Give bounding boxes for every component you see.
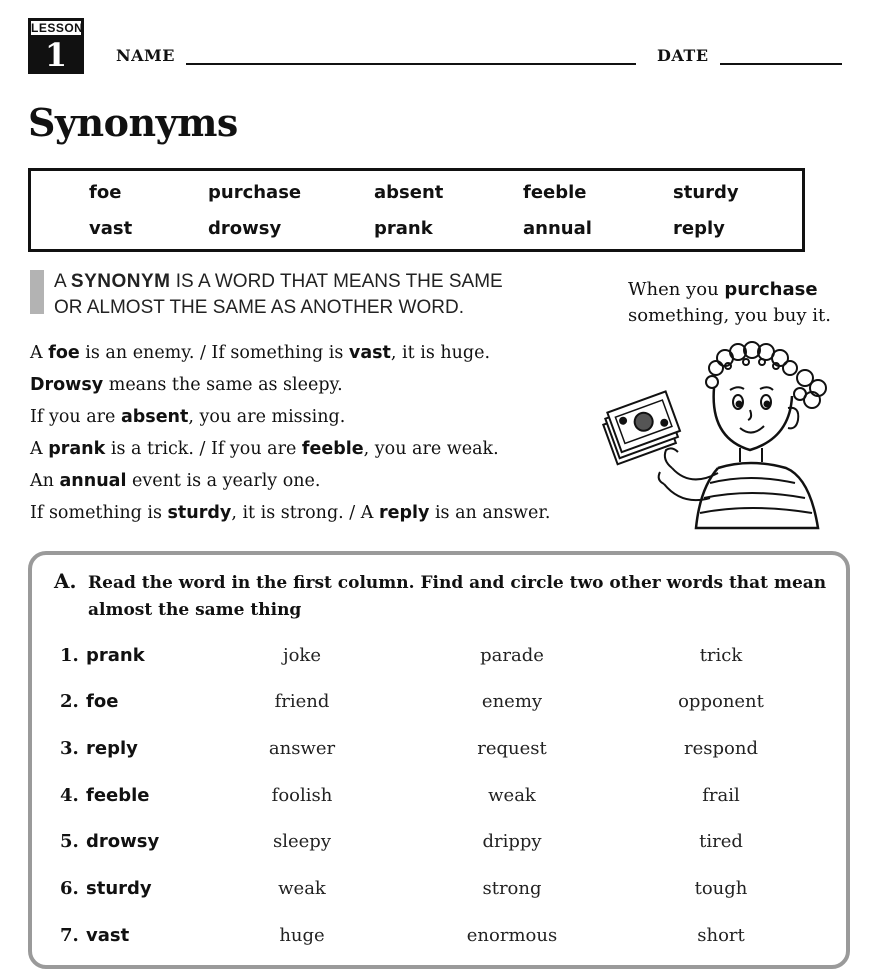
- answer-option[interactable]: friend: [274, 691, 330, 712]
- caption-before: When you: [628, 279, 719, 300]
- lesson-label: LESSON: [31, 21, 84, 35]
- exercise-row: [32, 925, 846, 955]
- definition-line2: OR ALMOST THE SAME AS ANOTHER WORD.: [54, 297, 464, 318]
- answer-option[interactable]: foolish: [271, 785, 333, 806]
- item-number: 1.: [60, 645, 79, 666]
- definition-accent-bar: [30, 270, 44, 314]
- date-blank-line[interactable]: [720, 63, 842, 65]
- answer-option[interactable]: huge: [279, 925, 325, 946]
- answer-option[interactable]: opponent: [678, 691, 764, 712]
- item-word: feeble: [86, 785, 150, 806]
- money-stack-icon: [600, 391, 683, 464]
- name-blank-line[interactable]: [186, 63, 636, 65]
- item-word: vast: [86, 925, 130, 946]
- word-bank-item: prank: [374, 218, 433, 239]
- answer-option[interactable]: drippy: [482, 831, 542, 852]
- answer-option[interactable]: parade: [480, 645, 544, 666]
- exercise-row: [32, 738, 846, 768]
- answer-option[interactable]: tough: [694, 878, 748, 899]
- exercise-row: [32, 831, 846, 861]
- answer-option[interactable]: short: [697, 925, 745, 946]
- answer-option[interactable]: enormous: [466, 925, 558, 946]
- caption-after: something, you buy it.: [628, 305, 831, 326]
- sentence-line: If something is sturdy, it is strong. / A reply is an answer.: [30, 503, 551, 523]
- item-word: reply: [86, 738, 138, 759]
- exercise-letter: A.: [54, 569, 77, 593]
- example-sentences: [30, 340, 630, 532]
- lesson-number: 1: [31, 37, 81, 72]
- item-number: 2.: [60, 691, 79, 712]
- sentence-line: A prank is a trick. / If you are feeble, you are weak.: [30, 439, 499, 459]
- word-bank-item: vast: [89, 218, 133, 239]
- word-bank-item: feeble: [523, 182, 587, 203]
- answer-option[interactable]: sleepy: [273, 831, 331, 852]
- answer-option[interactable]: tired: [699, 831, 743, 852]
- answer-option[interactable]: trick: [699, 645, 743, 666]
- answer-option[interactable]: request: [477, 738, 547, 759]
- girl-with-money-illustration: [600, 338, 830, 538]
- answer-option[interactable]: enemy: [481, 691, 543, 712]
- word-bank-item: drowsy: [208, 218, 282, 239]
- sentence-line: A foe is an enemy. / If something is vast, it is huge.: [30, 343, 491, 363]
- exercise-instruction: Read the word in the first column. Find and circle two other words that mean almost the same thing: [88, 573, 827, 620]
- item-word: prank: [86, 645, 145, 666]
- answer-option[interactable]: strong: [482, 878, 542, 899]
- word-bank-item: annual: [523, 218, 592, 239]
- item-number: 5.: [60, 831, 79, 852]
- definition-lead: A: [54, 271, 66, 292]
- word-bank-item: sturdy: [673, 182, 739, 203]
- lesson-badge: [28, 18, 84, 74]
- word-bank-item: reply: [673, 218, 725, 239]
- item-number: 4.: [60, 785, 79, 806]
- word-bank-item: foe: [89, 182, 122, 203]
- answer-option[interactable]: weak: [488, 785, 536, 806]
- exercise-row: [32, 645, 846, 675]
- exercise-row: [32, 785, 846, 815]
- date-label: DATE: [657, 46, 709, 65]
- item-number: 7.: [60, 925, 79, 946]
- item-number: 3.: [60, 738, 79, 759]
- answer-option[interactable]: answer: [268, 738, 336, 759]
- caption-word: purchase: [724, 279, 818, 300]
- answer-option[interactable]: respond: [684, 738, 758, 759]
- illustration-caption: [628, 277, 878, 329]
- word-bank-item: purchase: [208, 182, 302, 203]
- name-label: NAME: [116, 46, 175, 65]
- synonym-definition: [54, 269, 594, 321]
- curly-hair-icon: [706, 342, 826, 408]
- item-word: sturdy: [86, 878, 152, 899]
- item-number: 6.: [60, 878, 79, 899]
- page-title: Synonyms: [28, 100, 238, 145]
- sentence-line: Drowsy means the same as sleepy.: [30, 375, 343, 395]
- definition-term: SYNONYM: [70, 271, 171, 292]
- word-bank: [28, 168, 805, 252]
- item-word: foe: [86, 691, 119, 712]
- exercise-a: [28, 551, 850, 969]
- answer-option[interactable]: weak: [278, 878, 326, 899]
- sentence-line: An annual event is a yearly one.: [30, 471, 321, 491]
- word-bank-item: absent: [374, 182, 444, 203]
- sentence-line: If you are absent, you are missing.: [30, 407, 346, 427]
- exercise-row: [32, 691, 846, 721]
- answer-option[interactable]: frail: [702, 785, 740, 806]
- exercise-row: [32, 878, 846, 908]
- answer-option[interactable]: joke: [283, 645, 321, 666]
- definition-line1: IS A WORD THAT MEANS THE SAME: [175, 271, 503, 292]
- item-word: drowsy: [86, 831, 160, 852]
